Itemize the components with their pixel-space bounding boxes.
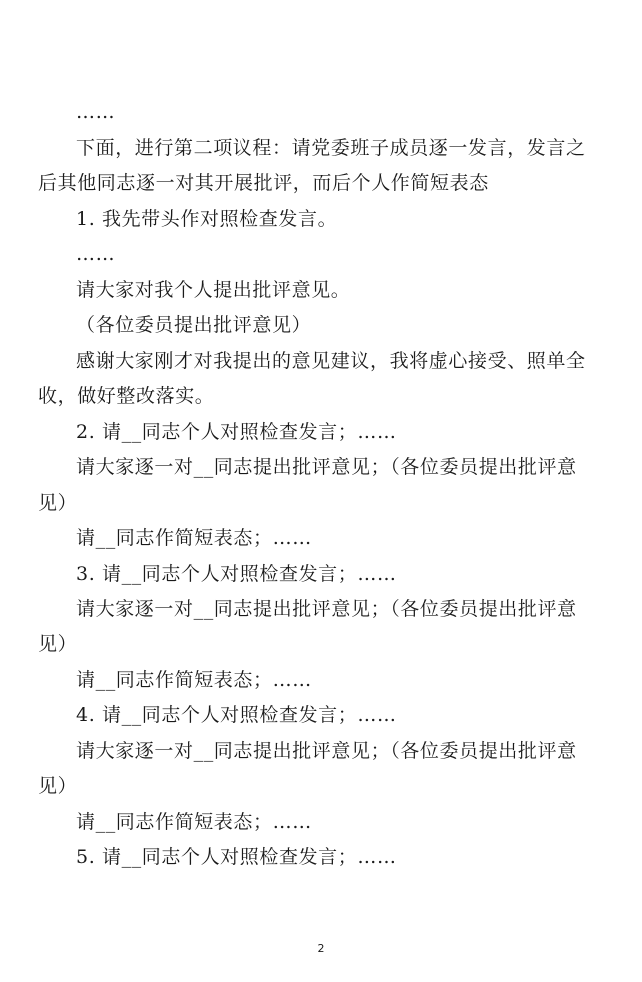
text-line-item-1: 1. 我先带头作对照检查发言。 [76,208,338,230]
text-line-item-2-criticism-cont: 见） [38,492,78,514]
text-line-item-4-criticism-cont: 见） [38,775,78,797]
text-line-item-2-criticism: 请大家逐一对__同志提出批评意见；（各位委员提出批评意 [76,456,577,478]
page-number: 2 [317,942,325,955]
text-line-item-2-statement: 请__同志作简短表态；…… [76,527,312,549]
text-line-item-3: 3. 请__同志个人对照检查发言；…… [76,563,397,585]
text-line-item-3-criticism: 请大家逐一对__同志提出批评意见；（各位委员提出批评意 [76,598,577,620]
text-line-item-4-statement: 请__同志作简短表态；…… [76,811,312,833]
text-line-thanks-cont: 收，做好整改落实。 [38,385,215,407]
text-line-item-3-statement: 请__同志作简短表态；…… [76,669,312,691]
text-line-item-2: 2. 请__同志个人对照检查发言；…… [76,421,397,443]
text-line-item-3-criticism-cont: 见） [38,633,78,655]
text-line-thanks: 感谢大家刚才对我提出的意见建议，我将虚心接受、照单全 [76,350,586,372]
text-line-item-5: 5. 请__同志个人对照检查发言；…… [76,846,397,868]
text-line-ellipsis: …… [76,101,116,123]
text-line-members-criticize: （各位委员提出批评意见） [76,314,312,336]
text-line-request-criticism: 请大家对我个人提出批评意见。 [76,279,351,301]
text-line-agenda-intro: 下面，进行第二项议程：请党委班子成员逐一发言，发言之 [76,137,586,159]
text-line-item-4: 4. 请__同志个人对照检查发言；…… [76,704,397,726]
text-line-agenda-intro-cont: 后其他同志逐一对其开展批评，而后个人作简短表态 [38,172,489,194]
text-line-ellipsis: …… [76,243,116,265]
text-line-item-4-criticism: 请大家逐一对__同志提出批评意见；（各位委员提出批评意 [76,740,577,762]
